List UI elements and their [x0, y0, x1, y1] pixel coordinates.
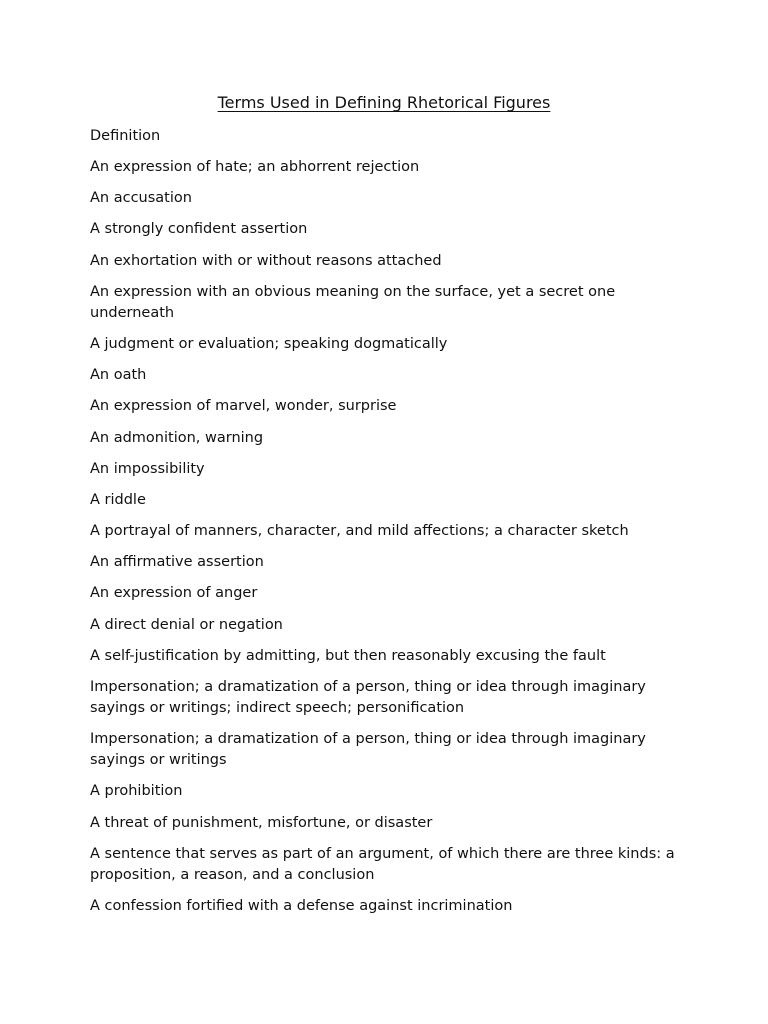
- definition-item: A sentence that serves as part of an argument, of which there are three kinds: a proposition, a reason, and a conclusion: [90, 845, 675, 883]
- definition-item: An expression of marvel, wonder, surprise: [90, 398, 397, 415]
- definition-item: An impossibility: [90, 460, 205, 477]
- definition-item: An oath: [90, 367, 147, 384]
- definition-item: An admonition, warning: [90, 429, 264, 446]
- definition-item: A direct denial or negation: [90, 616, 283, 633]
- definition-item: A riddle: [90, 491, 146, 508]
- document-body: [90, 126, 680, 927]
- definition-item: Impersonation; a dramatization of a person, thing or idea through imaginary sayings or writings: [90, 731, 646, 769]
- definition-item: An expression of anger: [90, 585, 258, 602]
- definition-item: A threat of punishment, misfortune, or disaster: [90, 814, 433, 831]
- definition-item: A prohibition: [90, 783, 183, 800]
- definition-item: An expression with an obvious meaning on the surface, yet a secret one underneath: [90, 283, 616, 321]
- definition-item: An accusation: [90, 190, 192, 207]
- definition-list: [90, 157, 680, 917]
- definition-item: An exhortation with or without reasons attached: [90, 252, 442, 269]
- definition-item: An affirmative assertion: [90, 554, 264, 571]
- definition-item: A self-justification by admitting, but then reasonably excusing the fault: [90, 647, 606, 664]
- definition-item: A confession fortified with a defense against incrimination: [90, 897, 513, 914]
- definition-item: A strongly confident assertion: [90, 221, 308, 238]
- definition-item: A portrayal of manners, character, and mild affections; a character sketch: [90, 523, 629, 540]
- column-heading: Definition: [90, 128, 161, 144]
- definition-item: An expression of hate; an abhorrent rejection: [90, 159, 420, 175]
- definition-item: Impersonation; a dramatization of a person, thing or idea through imaginary sayings or writings; indirect speech; personification: [90, 679, 646, 716]
- definition-item: A judgment or evaluation; speaking dogmatically: [90, 335, 448, 352]
- document-title: Terms Used in Defining Rhetorical Figures: [217, 93, 551, 112]
